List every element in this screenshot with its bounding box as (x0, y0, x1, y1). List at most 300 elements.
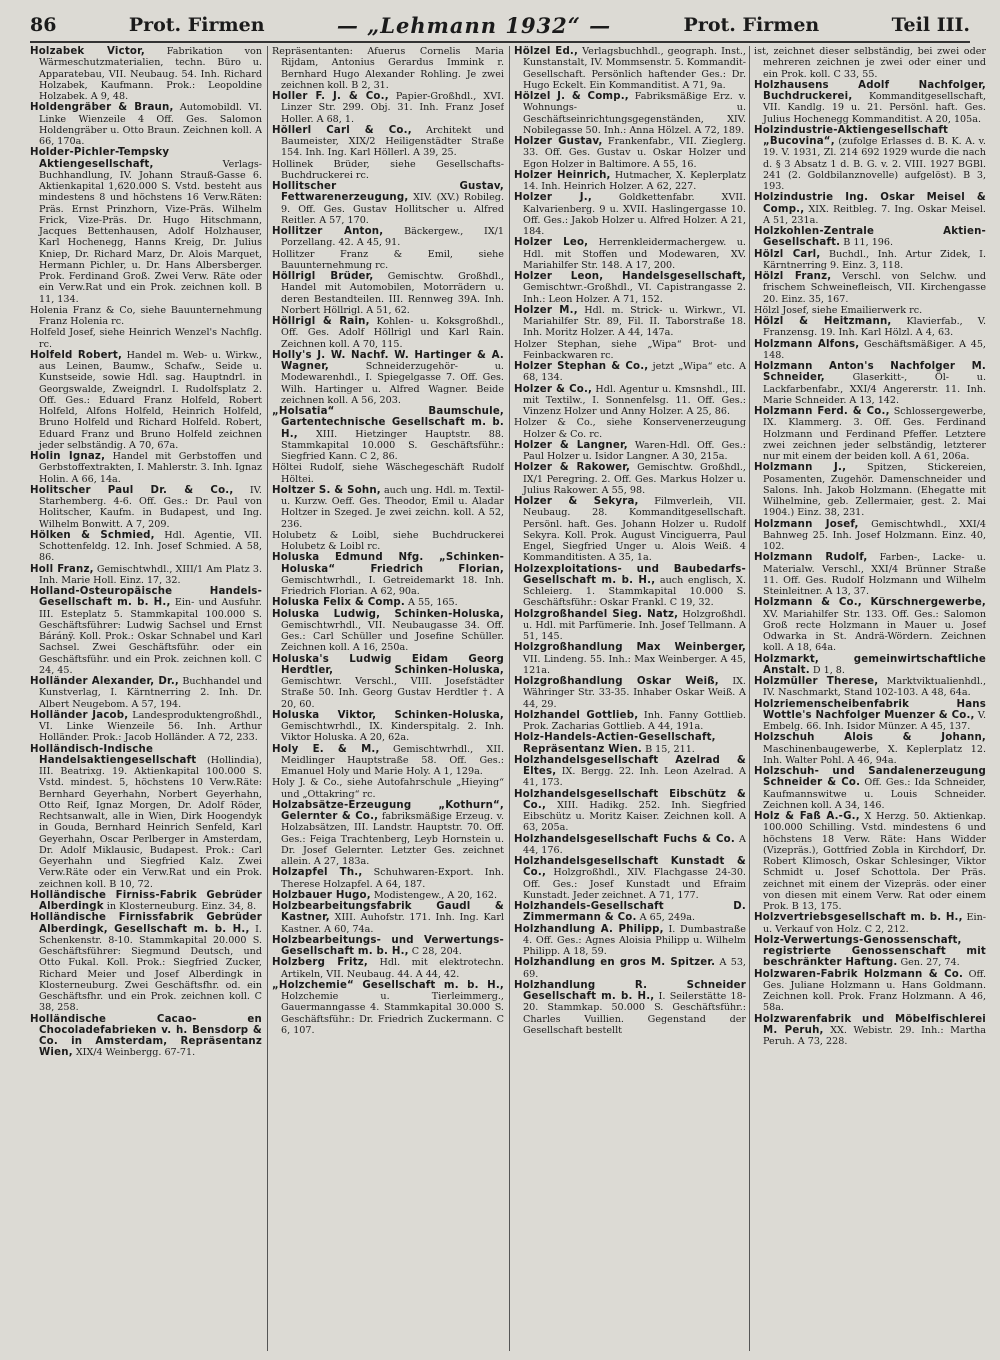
entry-text: Holy J. & Co., siehe Autofahrschule „Hieying“ und „Ottakring“ rc. (272, 777, 504, 800)
entry-text: Handel mit Gerbstoffen und Gerbstoffextrakten, I. Mahlerstr. 3. Inh. Ignaz Holin. A 66, 14a. (39, 451, 262, 485)
entry-name: Holzhandelsgesellschaft Eibschütz & Co., (514, 788, 746, 811)
directory-entry (514, 496, 746, 564)
directory-entry (30, 586, 262, 676)
entry-text: XV. Mariahilfer Str. 133. Off. Ges.: Salomon Groß recte Holzmann in Mauer u. Josef Odwarka in St. Andrä-Wördern. Zeichnen koll. A 18, 64a. (763, 608, 986, 654)
entry-text: (zufolge Erlasses d. B. K. A. v. 19. V. 1931, Zl. 214 692 1929 wurde die nach d. § 3 Absatz 1 d. B. G. v. 2. VIII. 1927 BGBl. 241 (2. Goldbilanznovelle) aufgelöst). B 3, 193. (763, 136, 986, 192)
left-section-label: Prot. Firmen (128, 14, 265, 36)
entry-name: Holz & Faß A.-G., (754, 811, 860, 822)
entry-name: Holzhandels-Gesellschaft D. Zimmermann & Co. (514, 901, 746, 924)
entry-name: Holzer M., (514, 304, 578, 316)
entry-text: XIV. (XV.) Robileg. 9. Off. Ges. Gustav Hollitscher u. Alfred Reitler. A 57, 170. (281, 192, 504, 226)
entry-text: Goldkettenfabr. XVII. Kalvarienberg. 9 u. XVII. Haslingergasse 10. Off. Ges.: Jakob Holzer u. Alfred Holzer. A 21, 184. (523, 192, 746, 237)
directory-entry (754, 676, 986, 699)
directory-entry (514, 305, 746, 339)
directory-entry (272, 867, 504, 890)
directory-entry (272, 530, 504, 553)
entry-name: Holzgroßhandlung Oskar Weiß, (514, 676, 719, 687)
directory-entry (272, 271, 504, 316)
directory-entry (272, 91, 504, 125)
entry-text: Ein- und Ausfuhr. III. Esteplatz 5. Stammkapital 100.000 S. Geschäftsführer: Ludwig Sachsel und Ernst Báránÿ. Koll. Prok.: Oskar Schnabel und Karl Sachsel. Zwei Geschäftsführ. oder ein Geschäftsführ. und ein Prok. zeichnen koll. C 24, 45. (39, 597, 262, 676)
directory-entry (514, 609, 746, 643)
entry-name: Holzhandlung A. Philipp, (514, 923, 664, 935)
entry-name: Holfeld Robert, (30, 349, 123, 361)
directory-entry (754, 361, 986, 406)
entry-text: Kommanditgesellschaft, VII. Kandlg. 19 u. 21. Persönl. haft. Ges. Julius Hochenegg Kommanditist. A 20, 105a. (763, 91, 986, 125)
page-number: 86 (30, 14, 57, 36)
entry-text: Kohlen- u. Koksgroßhdl., Off. Ges. Adolf Höllrigl und Karl Rain. Zeichnen koll. A 70, 115. (281, 316, 504, 350)
directory-entry (272, 46, 504, 91)
entry-text: VII. Lindeng. 55. Inh.: Max Weinberger. A 45, 121a. (523, 653, 746, 676)
entry-text: Holzgroßhdl. u. Hdl. mit Parfümerie. Inh. Josef Tellmann. A 51, 145. (523, 608, 746, 642)
column-4 (754, 46, 986, 1351)
entry-text: A 55, 165. (408, 597, 458, 609)
entry-name: Holzmann Rudolf, (754, 552, 868, 564)
entry-name: Holzmann Alfons, (754, 338, 860, 350)
entry-name: Holzgroßhandel Sieg. Natz, (514, 608, 679, 620)
entry-text: Holzchemie u. Tierleimmerg., Gauermanngasse 4. Stammkapital 30.000 S. Geschäftsführ.: Dr. Friedrich Zuckermann. C 6, 107. (281, 991, 504, 1036)
entry-text: Verlags- Buchhandlung, IV. Johann Strauß-Gasse 6. Aktienkapital 1,620.000 S. Vstd. besteht aus mindestens 8 und höchstens 16 Verw.Räten: Präs. Ernst Prinzhorn, Vize-Präs. Wilhelm Frick, Vize-Präs. Dr. Hugo Hitschmann, Jacques Bettenhausen, Adolf Holzhauser, Karl Hochenegg, Hanns Kreig, Dr. Julius Kniep, Dr. Richard Marz, Dr. Alois Marquet, Hermann Pichler, u. Dr. Hans Albersberger. Prok. Ferdinand Groß. Zwei Verw. Räte oder ein Verw.Rat und ein Prok. zeichnen koll. B 11, 134. (39, 158, 262, 305)
entry-name: Holitscher Paul Dr. & Co., (30, 484, 234, 496)
page-title: — „Lehmann 1932“ — (336, 12, 612, 38)
entry-text: B 11, 196. (843, 237, 894, 249)
directory-entry (30, 46, 262, 102)
entry-text: ist, zeichnet dieser selbständig, bei zwei oder mehreren zeichnen je zwei oder einer und ein Prok. koll. C 33, 55. (754, 46, 986, 80)
entry-name: Holländisch-Indische Handelsaktiengesellschaft (30, 743, 197, 766)
directory-entry (514, 980, 746, 1036)
directory-entry (272, 462, 504, 485)
entry-name: Holzbearbeitungsfabrik Gaudl & Kastner, (272, 901, 504, 924)
directory-entry (514, 361, 746, 384)
entry-name: Holzabek Victor, (30, 46, 145, 57)
entry-name: „Holzchemie“ Gesellschaft m. b. H., (272, 979, 504, 991)
directory-entry (514, 924, 746, 958)
entry-name: Holzhandelsgesellschaft Kunstadt & Co., (514, 856, 746, 879)
entry-text: Hdl. m. Strick- u. Wirkwr., VI. Mariahilfer Str. 89, Fil. II. Taborstraße 18. Inh. Moritz Holzer. A 44, 147a. (523, 304, 746, 339)
directory-entry (272, 980, 504, 1036)
entry-text: fabriksmäßige Erzeug. v. Holzabsätzen, III. Landstr. Hauptstr. 70. Off. Ges.: Feiga Trachtenberg, Leyb Hornstein u. Dr. Josef Gelernter. Letzter Ges. zeichnet allein. A 27, 183a. (281, 811, 504, 867)
entry-text: I. Dumbastraße 4. Off. Ges.: Agnes Aloisia Philipp u. Wilhelm Philipp. A 18, 59. (523, 923, 746, 957)
entry-text: Frankenfabr., VII. Zieglerg. 33. Off. Ges. Gustav u. Oskar Holzer und Egon Holzer in Baltimore. A 55, 16. (523, 136, 746, 170)
directory-entry (754, 125, 986, 193)
entry-name: Holzkohlen-Zentrale Aktien-Gesellschaft. (754, 226, 986, 249)
entry-name: Hölzl & Heitzmann, (754, 316, 892, 327)
entry-name: Holzapfel Th., (272, 867, 363, 879)
directory-entry (754, 912, 986, 935)
directory-entry (754, 249, 986, 272)
entry-text: Holfeld Josef, siehe Heinrich Wenzel's Nachflg. rc. (30, 327, 262, 350)
entry-text: Gemischtwrhdl., IX. Kinderspitalg. 2. Inh. Viktor Holuska. A 20, 62a. (281, 721, 504, 744)
directory-entry (514, 91, 746, 136)
directory-entry (272, 935, 504, 958)
directory-entry (514, 755, 746, 789)
directory-entry (272, 181, 504, 226)
directory-entry (754, 46, 986, 80)
entry-name: Hölzl Franz, (754, 271, 832, 282)
entry-text: jetzt „Wipa“ etc. A 68, 134. (523, 361, 746, 384)
directory-entry (514, 462, 746, 496)
entry-text: Gen. 27, 74. (900, 957, 960, 969)
directory-entry (754, 552, 986, 597)
directory-entry (754, 766, 986, 811)
entry-text: XIX/4 Weinbergg. 67-71. (75, 1047, 196, 1059)
entry-text: Gemischtwrhdl., XII. Meidlinger Hauptstraße 58. Off. Ges.: Emanuel Holy und Marie Holy. A 1, 129a. (281, 743, 504, 777)
entry-text: Landesproduktengroßhdl., VI. Linke Wienzeile 56. Inh. Arthur Holländer. Prok.: Jacob Holländer. A 72, 233. (39, 709, 262, 744)
column-2 (272, 46, 504, 1351)
part-label: Teil III. (891, 14, 970, 36)
entry-name: Holzer & Rakower, (514, 462, 631, 474)
directory-entry (514, 642, 746, 676)
entry-text: Schuhwaren-Export. Inh. Therese Holzapfel. A 64, 187. (281, 867, 504, 890)
entry-text: (Hollindia), III. Beatrixg. 19. Aktienkapital 100.000 S. Vstd. mindest. 5, höchstens 10 Verw.Räte: Bernhard Geyerhahn, Norbert Geyerhahn, Otto Reif, Ignaz Morgen, Dr. Adolf Röder, Rechtsanwalt, alle in Wien, Dirk Hoogendyk in Gouda, Bernhard Heinrich Senfeld, Karl Geyerhahn, Oscar Perlberger in Amsterdam, Dr. Adolf Miklausic, Budapest. Prok.: Carl Geyerhahn und Siegfried Kalz. Zwei Verw.Räte oder ein Verw.Rat und ein Prok. zeichnen koll. B 10, 72. (39, 754, 262, 890)
entry-text: I. Schenkenstr. 8-10. Stammkapital 20.000 S. Geschäftsführer: Siegmund Deutsch, und Otto Fukal. Koll. Prok.: Siegfried Zucker, Richard Meier und Josef Alberdingk in Klosterneuburg. Zwei Geschäftsfhr. od. ein Geschäftsfhr. und ein Prok. zeichnen koll. C 38, 258. (39, 923, 262, 1014)
directory-entry (514, 136, 746, 170)
directory-entry (754, 305, 986, 316)
entry-text: auch ung. Hdl. m. Textil- u. Kurzw. Oeff. Ges. Theodor, Emil u. Aladar Holtzer in Szeged. Je zwei zeichn. koll. A 52, 236. (281, 484, 504, 530)
directory-entry (30, 676, 262, 710)
directory-entry (754, 597, 986, 653)
entry-name: Holuska Felix & Comp. (272, 597, 405, 609)
entry-name: Holzwarenfabrik und Möbelfischlerei M. Peruh, (754, 1013, 986, 1036)
entry-name: Holland-Osteuropäische Handels-Gesellschaft m. b. H., (30, 586, 262, 609)
entry-text: XIII. Auhofstr. 171. Inh. Ing. Karl Kastner. A 60, 74a. (281, 912, 504, 935)
entry-text: Modistengew., A 20, 162. (373, 889, 497, 901)
directory-entry (514, 901, 746, 924)
directory-entry (272, 901, 504, 935)
directory-entry (30, 744, 262, 890)
directory-entry (754, 732, 986, 766)
directory-entry (514, 440, 746, 463)
entry-text: Maschinenbaugewerbe, X. Keplerplatz 12. Inh. Walter Pohl. A 46, 94a. (763, 743, 986, 766)
entry-name: Holuska's Ludwig Eidam Georg Herdtler, Schinken-Holuska, (272, 653, 504, 676)
entry-name: Holzer & Sekyra, (514, 496, 639, 507)
entry-text: Inh. Fanny Gottlieb. Prok. Zacharias Gottlieb. A 44, 191a. (523, 709, 746, 732)
entry-name: Holzmarkt, gemeinwirtschaftliche Anstalt. (754, 653, 986, 676)
directory-entry (272, 406, 504, 462)
entry-text: Hölzl Josef, siehe Emailierwerk rc. (754, 304, 923, 316)
entry-text: A 65, 249a. (639, 912, 695, 924)
directory-entry (272, 777, 504, 800)
directory-entry (514, 732, 746, 755)
entry-name: Hollitscher Gustav, Fettwarenerzeugung, (272, 181, 504, 204)
directory-entry (514, 957, 746, 980)
entry-text: Schlossergewerbe, IX. Klammerg. 3. Off. Ges. Ferdinand Holzmann und Ferdinand Pfeffer. Letztere zwei zeichnen jeder selbständig, letzterer nur mit einem der beiden koll. A 61, 206a. (763, 406, 986, 462)
directory-entry (272, 226, 504, 249)
directory-entry (30, 327, 262, 350)
entry-name: Holzmann Anton's Nachfolger M. Schneider, (754, 361, 986, 384)
entry-text: Buchdl., Inh. Artur Zidek, I. Kärntnerring 9. Einz. 3, 118. (763, 248, 986, 271)
header-rule (30, 41, 970, 43)
entry-name: Holzhandel Gottlieb, (514, 709, 639, 721)
entry-name: Holler F. J. & Co., (272, 91, 389, 102)
entry-name: Holzmann Josef, (754, 518, 859, 530)
directory-entry (30, 485, 262, 530)
entry-text: XIX. Reitbleg. 7. Ing. Oskar Meisel. A 51, 231a. (763, 203, 986, 226)
entry-text: A 53, 69. (523, 957, 746, 980)
entry-text: Klavierfab., V. Franzensg. 19. Inh. Karl Hölzl. A 4, 63. (763, 316, 986, 339)
entry-text: C 28, 204. (411, 946, 462, 957)
entry-name: Holländer Jacob, (30, 709, 129, 721)
entry-text: XIII. Hadikg. 252. Inh. Siegfried Eibschütz u. Moritz Kaiser. Zeichnen koll. A 63, 205a. (523, 799, 746, 834)
entry-text: A 44, 176. (523, 833, 746, 856)
directory-entry (272, 744, 504, 778)
entry-name: Holländische Firniss-Fabrik Gebrüder Alberdingk (30, 889, 262, 912)
directory-entry (30, 530, 262, 564)
entry-name: Holzbauer Hugo, (272, 889, 371, 901)
directory-entry (272, 249, 504, 272)
directory-entry (754, 969, 986, 1014)
entry-text: Hdl. Agentur u. Kmsnshdl., III. mit Textilw., I. Sonnenfelsg. 11. Off. Ges.: Vinzenz Holzer und Anny Holzer. A 25, 86. (523, 383, 746, 417)
entry-text: Gemischtwhdl., XIII/1 Am Platz 3. Inh. Marie Holl. Einz. 17, 32. (39, 563, 262, 586)
entry-text: Verlagsbuchhdl., geograph. Inst., Kunstanstalt, IV. Mommsenstr. 5. Kommandit-Gesellschaft. Persönlich haftender Ges.: Dr. Hugo Eckelt. Ein Kommanditist. A 71, 9a. (523, 46, 746, 91)
entry-text: XIII. Hietzinger Hauptstr. 88. Stammkapital 10.000 S. Geschäftsführ.: Siegfried Kann. C 2, 86. (281, 428, 504, 462)
directory-entry (30, 710, 262, 744)
entry-name: Holzschuh- und Sandalenerzeugung Schneider & Co. (754, 766, 986, 789)
directory-entry (514, 384, 746, 418)
directory-entry (514, 339, 746, 362)
entry-text: Bäckergew., IX/1 Porzellang. 42. A 45, 91. (281, 226, 504, 249)
directory-entry (754, 654, 986, 677)
entry-name: Holder-Pichler-Tempsky Aktiengesellschaft, (30, 147, 170, 170)
directory-entry (272, 800, 504, 868)
entry-text: Gemischtw. Großhdl., Handel mit Automobilen, Motorrädern u. deren Bestandteilen. III. Rennweg 39A. Inh. Norbert Höllrigl. A 51, 62. (281, 271, 504, 316)
directory-entry (514, 417, 746, 440)
entry-name: Holzer Leo, (514, 237, 589, 249)
entry-text: Automobildl. VI. Linke Wienzeile 4 Off. Ges. Salomon Holdengräber u. Otto Braun. Zeichnen koll. A 66, 170a. (39, 102, 262, 147)
directory-entry (272, 609, 504, 654)
entry-name: Holz-Handels-Actien-Gesellschaft, Repräsentanz Wien. (514, 732, 716, 755)
entry-text: Holenia Franz & Co, siehe Bauunternehmung Franz Holenia rc. (30, 304, 262, 327)
directory-entry (30, 350, 262, 451)
entry-text: Off. Ges.: Ida Schneider, Kaufmannswitwe u. Louis Schneider. Zeichnen koll. A 34, 146. (763, 777, 986, 811)
directory-entry (272, 597, 504, 608)
entry-name: Holuska Viktor, Schinken-Holuska, (272, 709, 504, 721)
column-1 (30, 46, 262, 1351)
entry-name: Holzer Gustav, (514, 136, 603, 147)
entry-text: Gemischtwr.-Großhdl., VI. Capistrangasse 2. Inh.: Leon Holzer. A 71, 152. (523, 282, 746, 305)
entry-text: Spitzen, Stickereien, Posamenten, Zugehör. Damenschneider und Salons. Inh. Jakob Holzmann. (Ehegatte mit Wilhelmine, geb. Zellermaier, gest. 2. Mai 1904.) Einz. 38, 231. (763, 462, 986, 519)
entry-name: Holzbearbeitungs- und Verwertungs-Gesellschaft m. b. H., (272, 934, 504, 957)
directory-entry (754, 80, 986, 125)
entry-name: Holzmann J., (754, 462, 847, 474)
entry-text: IV. Starhemberg. 4-6. Off. Ges.: Dr. Paul von Holitscher, Kaufm. in Budapest, und Ing. Wilhelm Bonwitt. A 7, 209. (39, 484, 262, 530)
entry-text: Repräsentanten: Afuerus Cornelis Maria Rijdam, Antonius Gerardus Immink r. Bernhard Hugo Alexander Rohling. Je zwei zeichnen koll. B 2, 31. (272, 46, 504, 91)
directory-entry (514, 710, 746, 733)
directory-entry (272, 350, 504, 406)
entry-name: Holuska Ludwig, Schinken-Holuska, (272, 608, 504, 620)
entry-text: Gemischtwrhdl., I. Getreidemarkt 18. Inh. Friedrich Florian. A 62, 90a. (281, 574, 504, 597)
entry-text: Hollinek Brüder, siehe Gesellschafts-Buchdruckerei rc. (272, 158, 504, 181)
entry-name: Holz-Verwertungs-Genossenschaft, registrierte Genossenschaft mit beschränkter Haftung. (754, 934, 986, 969)
directory-entry (272, 890, 504, 901)
entry-name: Holzer & Co., (514, 383, 593, 395)
entry-name: „Holsatia“ Baumschule, Gartentechnische Gesellschaft m. b. H., (272, 406, 504, 440)
entry-text: Hdl. mit elektrotechn. Artikeln, VII. Neubaug. 44. A 44, 42. (281, 957, 504, 980)
entry-text: XX. Webistr. 29. Inh.: Martha Peruh. A 73, 228. (763, 1024, 986, 1047)
entry-name: Holy E. & M., (272, 743, 380, 755)
entry-name: Hollitzer Anton, (272, 226, 384, 237)
entry-text: Geschäftsmäßiger. A 45, 148. (763, 338, 986, 361)
directory-entry (754, 935, 986, 969)
directory-entry (514, 856, 746, 901)
entry-text: Off. Ges. Juliane Holzmann u. Hans Goldmann. Zeichnen koll. Prok. Franz Holzmann. A 46, 58a. (763, 968, 986, 1014)
entry-name: Holzer Leon, Handelsgesellschaft, (514, 271, 746, 282)
directory-entry (754, 811, 986, 912)
entry-text: Gemischtwrhdl., VII. Neubaugasse 34. Off. Ges.: Carl Schüller und Josefine Schüller. Zeichnen koll. A 16, 250a. (281, 619, 504, 654)
directory-entry (514, 170, 746, 193)
entry-name: Holzgroßhandlung Max Weinberger, (514, 642, 746, 654)
entry-text: Buchhandel und Kunstverlag, I. Kärntnerring 2. Inh. Dr. Albert Neugebom. A 57, 194. (39, 676, 262, 710)
entry-name: Holzindustrie-Aktiengesellschaft „Bucovina“, (754, 124, 949, 147)
entry-text: D 1, 8. (812, 664, 845, 676)
entry-name: Holzhandelsgesellschaft Fuchs & Co. (514, 833, 735, 845)
entry-text: in Klosterneuburg. Einz. 34, 8. (106, 901, 257, 912)
entry-name: Holdengräber & Braun, (30, 102, 174, 114)
entry-text: Fabriksmäßige Erz. v. Wohnungs- u. Geschäftseinrichtungsgegenständen, XIV. Nobilegasse 50. Inh.: Anna Hölzel. A 72, 189. (523, 91, 746, 136)
directory-entry (30, 890, 262, 913)
directory-entry (754, 462, 986, 518)
entry-text: Gemischtwr. Verschl., VIII. Josefstädter Straße 50. Inh. Georg Gustav Herdtler †. A 20, 60. (281, 676, 504, 710)
entry-name: Holzriemenscheibenfabrik Hans Wottle's Nachfolger Muenzer & Co., (754, 698, 986, 721)
entry-name: Holländer Alexander, Dr., (30, 676, 179, 687)
entry-name: Holzmüller Therese, (754, 676, 879, 687)
entry-name: Holin Ignaz, (30, 451, 106, 462)
directory-entry (30, 1014, 262, 1059)
entry-name: Höllrigl Brüder, (272, 271, 374, 282)
entry-name: Holzhandelsgesellschaft Azelrad & Eltes, (514, 754, 746, 777)
entry-name: Holzer Heinrich, (514, 169, 611, 181)
entry-text: auch englisch, X. Schleierg. 1. Stammkapital 10.000 S. Geschäftsführ.: Oskar Frankl. C 19, 32. (523, 574, 746, 609)
entry-text: Holzgroßhdl., XIV. Flachgasse 24-30. Off. Ges.: Josef Kunstadt und Efraim Kunstadt. Jeder zeichnet. A 71, 177. (523, 867, 746, 901)
entry-text: Holubetz & Loibl, siehe Buchdruckerei Holubetz & Loibl rc. (272, 529, 504, 552)
directory-entry (272, 316, 504, 350)
entry-name: Holländische Cacao- en Chocoladefabrieken v. h. Bensdorp & Co. in Amsterdam, Repräsentanz Wien, (30, 1013, 262, 1059)
directory-entry (30, 305, 262, 328)
entry-name: Holzhausens Adolf Nachfolger, Buchdruckerei, (754, 79, 986, 102)
directory-entry (514, 789, 746, 834)
entry-name: Holzer & Langner, (514, 439, 628, 451)
entry-text: Handel m. Web- u. Wirkw., aus Leinen, Baumw., Schafw., Seide u. Kunstseide, sowie Hdl. sag. Hauptndrl. in Georgswalde, Zweigndrl. I. Rudolfsplatz 2. Off. Ges.: Eduard Franz Holfeld, Robert Holfeld, Alfons Holfeld, Heinrich Holfeld, Bruno Holfeld und Richard Holfeld. Robert, Eduard Franz und Bruno Holfeld zeichnen jeder selbständig. A 70, 67a. (39, 349, 262, 451)
entry-text: B 15, 211. (645, 743, 695, 755)
directory-entry (30, 451, 262, 485)
entry-name: Holzhandlung en gros M. Spitzer. (514, 957, 716, 969)
entry-name: Holtzer S. & Sohn, (272, 484, 381, 496)
entry-text: Filmverleih, VII. Neubaug. 28. Kommanditgesellschaft. Persönl. haft. Ges. Johann Holzer u. Rudolf Sekyra. Koll. Prok. August Vinciguerra, Paul Engel, Siegfried Unger u. Alois Weiß. 4 Kommanditisten. A 35, 1a. (523, 496, 746, 564)
columns-container (30, 46, 986, 1356)
directory-entry (754, 519, 986, 553)
entry-text: Holzer & Co., siehe Konservenerzeugung Holzer & Co. rc. (514, 417, 746, 440)
entry-text: IX. Bergg. 22. Inh. Leon Azelrad. A 41, 173. (523, 766, 746, 789)
entry-text: I. Seilerstätte 18-20. Stammkap. 50.000 S. Geschäftsführ.: Charles Vuillien. Gegenstand der Gesellschaft bestellt (523, 991, 746, 1036)
entry-text: Farben-, Lacke- u. Materialw. Verschl., XXI/4 Brünner Straße 11. Off. Ges. Rudolf Holzmann und Wilhelm Steinleitner. A 13, 37. (763, 552, 986, 597)
directory-entry (754, 192, 986, 226)
entry-name: Höllrigl & Rain, (272, 316, 370, 327)
entry-text: IX. Währinger Str. 33-35. Inhaber Oskar Weiß. A 44, 29. (523, 676, 746, 710)
entry-text: V. Embelg. 66. Inh. Isidor Münzer. A 45, 137. (763, 709, 986, 732)
directory-entry (272, 159, 504, 182)
directory-entry (514, 46, 746, 91)
directory-entry (272, 485, 504, 530)
page-header (30, 10, 970, 40)
entry-name: Holzer Stephan & Co., (514, 361, 649, 372)
entry-name: Hölzl Carl, (754, 248, 821, 260)
entry-name: Holzvertriebsgesellschaft m. b. H., (754, 912, 963, 924)
directory-entry (514, 192, 746, 237)
entry-text: Herrenkleidermachergew. u. Hdl. mit Stoffen und Modewaren, XV. Mariahilfer Str. 148. A 17, 200. (523, 237, 746, 271)
directory-entry (272, 957, 504, 980)
entry-text: Schneiderzugehör- u. Modewarenhdl., I. Spiegelgasse 7. Off. Ges. Wilh. Hartinger u. Alfred Wagner. Beide zeichnen koll. A 56, 203. (281, 361, 504, 406)
entry-text: Holzer Stephan, siehe „Wipa“ Brot- und Feinbackwaren rc. (514, 338, 746, 361)
directory-entry (514, 564, 746, 609)
entry-name: Holzer J., (514, 192, 592, 204)
entry-text: Architekt und Baumeister, XIX/2 Heiligenstädter Straße 154. Inh. Ing. Karl Höllerl. A 39, 25. (281, 124, 504, 159)
entry-text: Fabrikation von Wärmeschutzmaterialien, techn. Büro u. Apparatebau, VII. Neubaug. 54. Inh. Richard Holzabek, Kaufmann. Prok.: Leopoldine Holzabek. A 9, 48. (39, 46, 262, 102)
entry-text: Papier-Großhdl., XVI. Linzer Str. 299. Obj. 31. Inh. Franz Josef Holler. A 68, 1. (281, 91, 504, 125)
entry-name: Holzmann & Co., Kürschnergewerbe, (754, 597, 986, 609)
entry-name: Höllerl Carl & Co., (272, 124, 412, 136)
entry-name: Holzabsätze-Erzeugung „Kothurn“, Gelernter & Co., (272, 799, 504, 822)
entry-name: Holuska Edmund Nfg. „Schinken-Holuska“ Friedrich Florian, (272, 552, 504, 575)
entry-name: Holzexploitations- und Baubedarfs-Gesellschaft m. b. H., (514, 563, 746, 586)
directory-entry (30, 912, 262, 1013)
directory-entry (514, 237, 746, 271)
directory-entry (754, 699, 986, 733)
entry-text: Waren-Hdl. Off. Ges.: Paul Holzer u. Isidor Langner. A 30, 215a. (523, 439, 746, 462)
directory-entry (30, 102, 262, 147)
entry-name: Hölzel Ed., (514, 46, 579, 57)
directory-entry (754, 406, 986, 462)
directory-entry (754, 339, 986, 362)
entry-text: Hollitzer Franz & Emil, siehe Bauunternehmung rc. (272, 248, 504, 271)
entry-text: Höltei Rudolf, siehe Wäschegeschäft Rudolf Höltei. (272, 462, 504, 485)
entry-text: X Herzg. 50. Aktienkap. 100.000 Schilling. Vstd. mindestens 6 und höchstens 18 Verw. Räte: Hans Widder (Vizepräs.), Gottfried Zobla in Kirchdorf, Dr. Robert Klimosch, Oskar Schlesinger, Viktor Schmidt u. Josef Schottola. Der Präs. zeichnet mit einem der Vizepräs. oder einer von diesen mit einem Verw. Rat oder einem Prok. B 13, 175. (763, 811, 986, 912)
entry-name: Hölzel J. & Comp., (514, 91, 629, 102)
directory-entry (272, 654, 504, 710)
directory-entry (514, 834, 746, 857)
entry-name: Hölken & Schmied, (30, 529, 155, 541)
entry-name: Holzindustrie Ing. Oskar Meisel & Comp., (754, 192, 986, 215)
directory-entry (272, 710, 504, 744)
entry-name: Holl Franz, (30, 563, 94, 575)
entry-name: Holzwaren-Fabrik Holzmann & Co. (754, 968, 964, 980)
directory-entry (754, 271, 986, 305)
entry-text: Marktviktualienhdl., IV. Naschmarkt, Stand 102-103. A 48, 64a. (763, 676, 986, 699)
directory-entry (754, 1014, 986, 1048)
directory-entry (272, 125, 504, 159)
column-3 (514, 46, 746, 1351)
entry-name: Holzberg Fritz, (272, 957, 368, 969)
directory-entry (30, 147, 262, 305)
entry-text: Gemischtwhdl., XXI/4 Bahnweg 25. Inh. Josef Holzmann. Einz. 40, 102. (763, 518, 986, 552)
entry-name: Holzschuh Alois & Johann, (754, 732, 986, 744)
directory-entry (514, 271, 746, 305)
entry-text: Hutmacher, X. Keplerplatz 14. Inh. Heinrich Holzer. A 62, 227. (523, 169, 746, 192)
right-section-label: Prot. Firmen (683, 14, 820, 36)
entry-name: Holländische Firnissfabrik Gebrüder Alberdingk, Gesellschaft m. b. H., (30, 912, 262, 935)
entry-text: Ein- u. Verkauf von Holz. C 2, 212. (763, 912, 986, 935)
entry-text: Verschl. von Selchw. und frischem Schweinefleisch, VII. Kirchengasse 20. Einz. 35, 167. (763, 271, 986, 305)
directory-entry (754, 226, 986, 249)
entry-name: Holzmann Ferd. & Co., (754, 406, 890, 417)
entry-text: Glaserkitt-, Öl- u. Lackfarbenfabr., XXI/4 Angererstr. 11. Inh. Marie Schneider. A 13, 142. (763, 372, 986, 406)
entry-name: Holly's J. W. Nachf. W. Hartinger & A. Wagner, (272, 349, 504, 372)
entry-text: Gemischtw. Großhdl., IX/1 Peregring. 2. Off. Ges. Markus Holzer u. Julius Rakower. A 55, 98. (523, 462, 746, 496)
entry-text: Hdl. Agentie, VII. Schottenfeldg. 12. Inh. Josef Schmied. A 58, 86. (39, 529, 262, 564)
directory-entry (514, 676, 746, 710)
directory-entry (272, 552, 504, 597)
directory-entry (754, 316, 986, 339)
entry-name: Holzhandlung R. Schneider Gesellschaft m. b. H., (514, 979, 746, 1002)
directory-entry (30, 564, 262, 587)
